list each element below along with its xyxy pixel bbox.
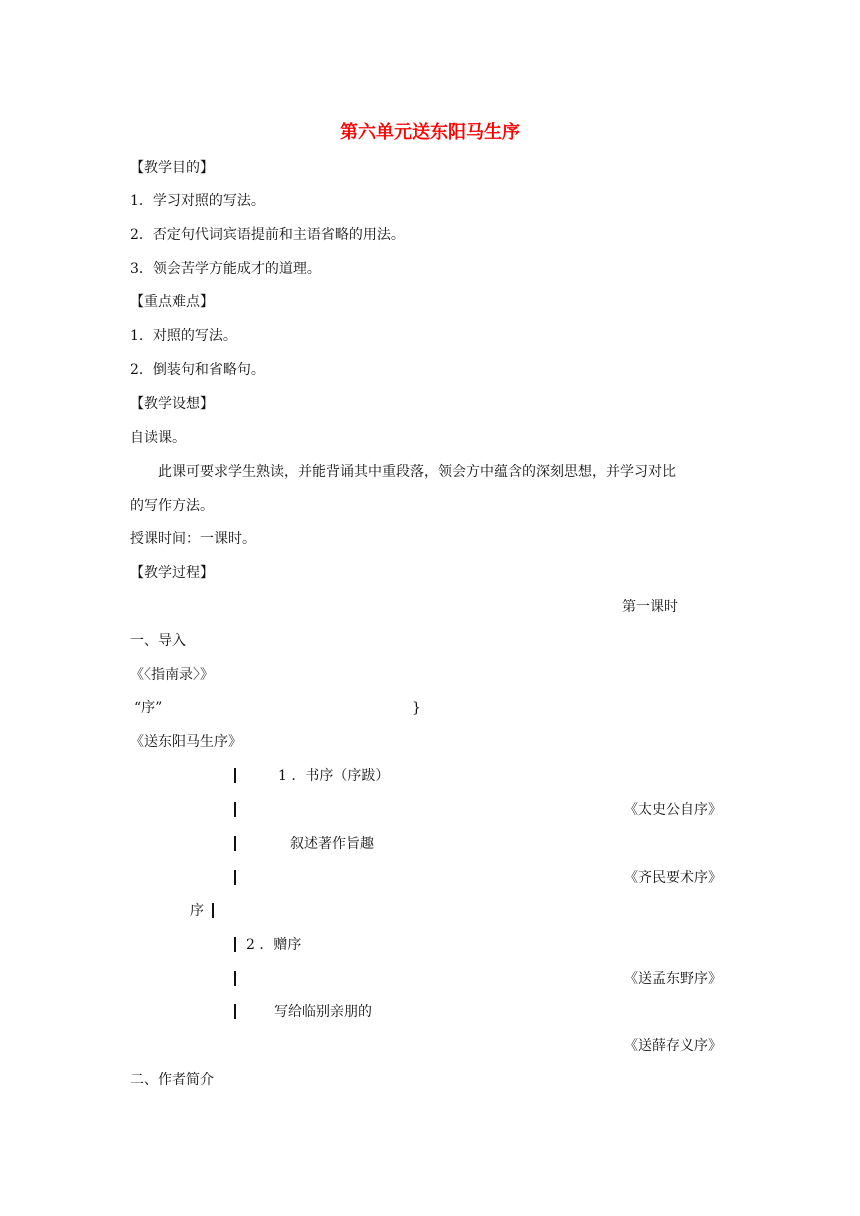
diagram-item1-example: 《太史公自序》 [624,802,722,818]
key-point-item: 2．倒装句和省略句。 [130,362,265,378]
process-heading: 【教学过程】 [130,565,214,581]
page-title: 第六单元送东阳马生序 [340,122,520,143]
objective-item: 1．学习对照的写法。 [130,193,265,209]
design-line: 自读课。 [130,430,186,446]
diagram-item2-example: 《送薛存义序》 [624,1038,722,1054]
design-paragraph-line: 的写作方法。 [130,498,214,514]
lesson-number: 第一课时 [622,599,678,615]
diagram-bar [234,836,236,851]
diagram-item2-example: 《送孟东野序》 [624,971,722,987]
intro-xu: “序” [134,700,163,716]
diagram-bar [234,937,236,952]
diagram-bar [234,802,236,817]
intro-article-title: 《送东阳马生序》 [130,734,242,750]
objective-item: 3．领会苦学方能成才的道理。 [130,261,321,277]
author-heading: 二、作者简介 [130,1072,214,1088]
intro-heading: 一、导入 [130,633,186,649]
key-point-item: 1．对照的写法。 [130,328,237,344]
design-paragraph-line: 此课可要求学生熟读，并能背诵其中重段落，领会方中蕴含的深刻思想，并学习对比 [158,464,676,480]
lesson-time: 授课时间：一课时。 [130,531,256,547]
objectives-heading: 【教学目的】 [130,160,214,176]
objective-item: 2．否定句代词宾语提前和主语省略的用法。 [130,227,405,243]
diagram-item1-desc: 叙述著作旨趣 [290,836,374,852]
key-points-heading: 【重点难点】 [130,294,214,310]
diagram-bar [234,768,236,783]
intro-book: 《〈指南录〉》 [130,667,214,683]
diagram-item2-desc: 写给临别亲朋的 [274,1004,372,1020]
diagram-bar [234,1004,236,1019]
diagram-root: 序 [190,903,204,919]
diagram-item1-example: 《齐民要术序》 [624,870,722,886]
diagram-bar [234,870,236,885]
diagram-bar [234,971,236,986]
diagram-item1-label: 1 ．书序（序跋） [278,768,390,784]
diagram-item2-label: 2 ．赠序 [246,937,302,953]
intro-brace: } [412,700,421,716]
diagram-bar [212,903,214,918]
design-heading: 【教学设想】 [130,396,214,412]
